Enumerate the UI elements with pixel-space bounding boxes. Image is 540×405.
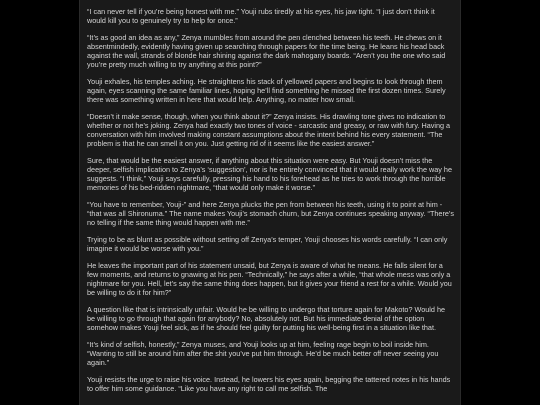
paragraph: “You have to remember, Youji-” and here Zenya plucks the pen from between his teeth, using it to point at him - “that was all Shironuma.” The name makes Youji’s stomach churn, but Zenya continues speaking anyway. “There’s no telling if the same thing would happen with me.” — [87, 200, 454, 227]
paragraph: Sure, that would be the easiest answer, if anything about this situation were easy. But Youji doesn’t miss the deeper, selfish implication to Zenya’s ‘suggestion’, nor is he entirely convinced that it would really work the way he suggests. “I think,” Youji says carefully, pressing his hand to his forehead as he tries to work through the horrible memories of his bed-ridden nightmare, “that would only make it worse.” — [87, 156, 452, 192]
paragraph: “Doesn’t it make sense, though, when you think about it?” Zenya insists. His drawling tone gives no indication to whether or not he’s joking. Zenya had exactly two tones of voice - sarcastic and greasy, or raw with fury. Having a conversation with him involved making constant assumptions about the intent behind his every statement. “The problem is that he can smell it on you. Just getting rid of it seems like the easiest answer.” — [87, 112, 451, 148]
story-text-panel — [79, 0, 461, 405]
paragraph: Youji exhales, his temples aching. He straightens his stack of yellowed papers and begins to look through them again, eyes scanning the same familiar lines, hoping he’ll find something he missed the first dozen times. Surely there was something written in here that would help. Anything, no matter how small. — [87, 77, 446, 104]
paragraph: Trying to be as blunt as possible without setting off Zenya’s temper, Youji chooses his words carefully. “I can only imagine it would be worse with you.” — [87, 235, 448, 253]
paragraph: “It’s as good an idea as any,” Zenya mumbles from around the pen clenched between his teeth. He chews on it absentmindedly, evidently having given up searching through papers for the time being. He leans his head back against the wall, strands of blonde hair shining against the dark mahogany boards. “Aren’t you the one who said you’re pretty much willing to try anything at this point?” — [87, 33, 446, 69]
paragraph: “It’s kind of selfish, honestly,” Zenya muses, and Youji looks up at him, feeling rage begin to boil inside him. “Wanting to still be around him after the shit you’ve put him through. He’d be much better off never seeing you again.” — [87, 340, 439, 367]
paragraph: “I can never tell if you’re being honest with me.” Youji rubs tiredly at his eyes, his jaw tight. “I just don’t think it would kill you to genuinely try to help for once.” — [87, 7, 435, 25]
paragraph: He leaves the important part of his statement unsaid, but Zenya is aware of what he means. He falls silent for a few moments, and returns to gnawing at his pen. “Technically,” he says after a while, “that whole mess was only a nightmare for you. Hell, let’s say the same thing does happen, but it gives your friend a rest for a while. Would you be willing to do it for him?” — [87, 261, 452, 297]
paragraph: Youji resists the urge to raise his voice. Instead, he lowers his eyes again, begging the tattered notes in his hands to offer him some guidance. “Like you have any right to call me selfish. The — [87, 375, 451, 393]
paragraph: A question like that is intrinsically unfair. Would he be willing to undergo that torture again for Makoto? Would he be willing to go through that again for anybody? No, absolutely not. But his immediate denial of the option somehow makes Youji feel sick, as if he should feel guilty for putting his well-being first in a situation like that. — [87, 305, 446, 332]
